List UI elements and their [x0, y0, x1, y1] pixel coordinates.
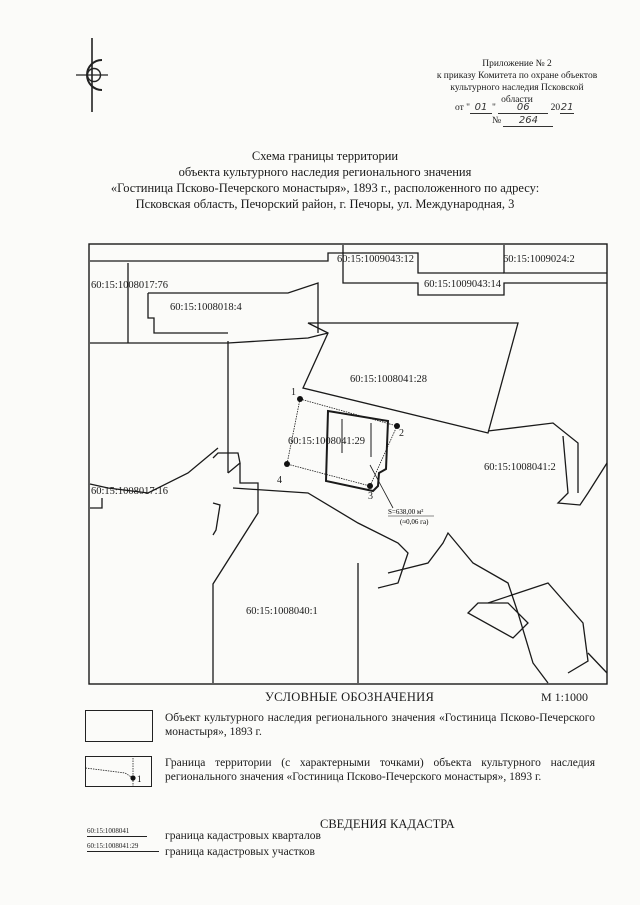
- date-day: 01: [470, 102, 492, 114]
- boundary-point-4: [284, 461, 290, 467]
- parcel-label: 60:15:1008041:28: [350, 374, 428, 385]
- map-scale: М 1:1000: [541, 690, 589, 704]
- legend-object-text: Объект культурного наследия регионального значения «Гостиница Псково-Печерского монастыря», 1893 г.: [165, 712, 595, 738]
- emblem-icon: [70, 38, 114, 112]
- point-label-1: 1: [291, 387, 296, 398]
- parcel-label: 60:15:1008018:4: [170, 302, 242, 313]
- appendix-line2: к приказу Комитета по охране объектов: [436, 71, 598, 81]
- title-line4: Псковская область, Печорский район, г. Печоры, ул. Международная, 3: [135, 197, 515, 211]
- legend-heading: УСЛОВНЫЕ ОБОЗНАЧЕНИЯ: [265, 690, 435, 704]
- number-value: 264: [503, 115, 553, 127]
- legend-boundary-text: Граница территории (с характерными точками) объекта культурного наследия регионального значения «Гостиница Псково-Печерского монастыря», 1893 г.: [165, 757, 595, 783]
- cadastre-parcel-sample: 60:15:1008041:29: [87, 842, 159, 852]
- object-building: [326, 411, 388, 491]
- parcel-label: 60:15:1009043:12: [337, 254, 415, 265]
- parcel-label: 60:15:1008041:2: [484, 462, 556, 473]
- parcel-label: 60:15:1008040:1: [246, 606, 318, 617]
- appendix-line4: области: [501, 95, 533, 105]
- parcel-label: 60:15:1009024:2: [503, 254, 575, 265]
- cadastre-parcel-desc: граница кадастровых участков: [165, 846, 315, 858]
- point-label-3: 3: [368, 491, 373, 502]
- parcel-label: 60:15:1008017:16: [91, 486, 169, 497]
- cadastre-heading: СВЕДЕНИЯ КАДАСТРА: [320, 817, 455, 831]
- appendix-line1: Приложение № 2: [482, 59, 552, 69]
- area-note: S=638,00 м²: [388, 508, 424, 516]
- date-year: 21: [560, 102, 574, 113]
- title-line1: Схема границы территории: [251, 149, 399, 163]
- order-number: [492, 115, 553, 127]
- parcel-label: 60:15:1008041:29: [288, 436, 366, 447]
- date-month: 06: [498, 102, 548, 114]
- parcel-labels: [91, 254, 575, 617]
- scheme-title: [60, 148, 590, 212]
- date-prefix: от ": [455, 103, 471, 113]
- legend-boundary-symbol: [85, 756, 157, 788]
- point-label-2: 2: [399, 428, 404, 439]
- number-prefix: №: [492, 116, 502, 126]
- order-date: [455, 102, 574, 114]
- date-mid: ": [492, 103, 496, 113]
- legend-point-label: 1: [137, 774, 142, 784]
- parcel-label: 60:15:1009043:14: [424, 279, 502, 290]
- cadastral-map: [88, 243, 608, 685]
- point-label-4: 4: [277, 475, 282, 486]
- appendix-line3: культурного наследия Псковской: [450, 83, 584, 93]
- appendix-header: [412, 58, 622, 106]
- parcel-label: 60:15:1008017:76: [91, 280, 169, 291]
- boundary-point-1: [297, 396, 303, 402]
- area-note-hectares: (≈0,06 га): [400, 518, 429, 526]
- boundary-point-3: [367, 483, 373, 489]
- cadastre-quarter-desc: граница кадастровых кварталов: [165, 830, 321, 842]
- date-year-prefix: 20: [550, 103, 561, 113]
- title-line2: объекта культурного наследия регионального значения: [178, 165, 472, 179]
- legend-object-symbol: [85, 710, 153, 742]
- cadastre-quarter-sample: 60:15:1008041: [87, 827, 147, 837]
- title-line3: «Гостиница Псково-Печерского монастыря», 1893 г., расположенного по адресу:: [110, 181, 540, 195]
